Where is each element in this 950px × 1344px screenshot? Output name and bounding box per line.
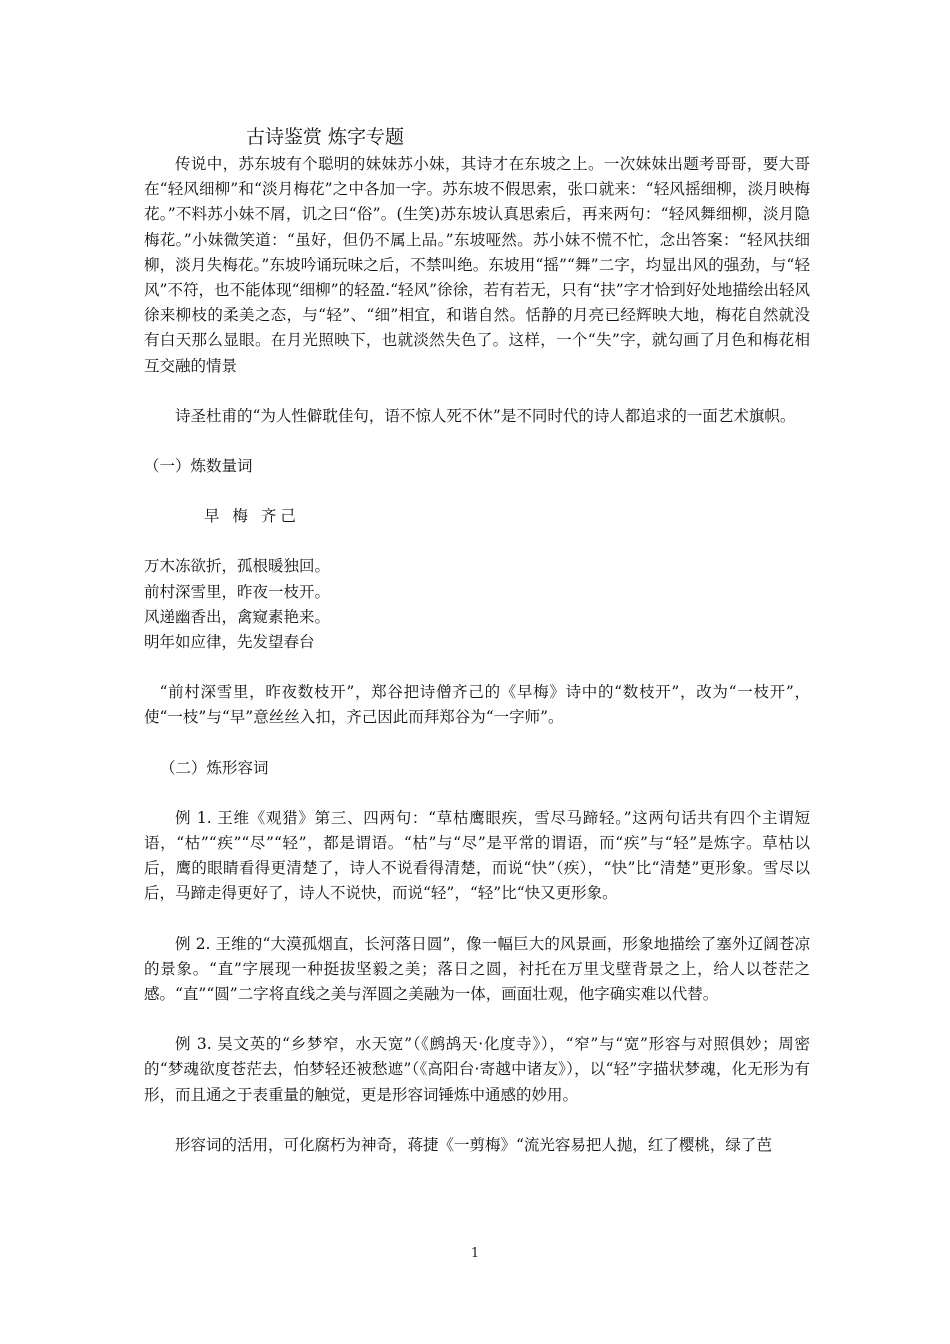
- spacer: [144, 379, 810, 404]
- example-3-paragraph: 例 3. 吴文英的“乡梦窄，水天宽”（《鹧鸪天·化度寺》），“窄”与“宽”形容与对照俱妙；周密的“梦魂欲度苍茫去，怕梦轻还被愁遮”（《高阳台·寄越中诸友》），以“轻”字描状梦魂，化无形为有形，而且通之于表重量的触觉，更是形容词锤炼中通感的妙用。: [144, 1035, 810, 1104]
- spacer: [144, 655, 810, 680]
- spacer: [144, 479, 810, 504]
- document-body: [144, 124, 810, 1158]
- spacer: [144, 781, 810, 806]
- dufu-paragraph: 诗圣杜甫的“为人性僻耽佳句，语不惊人死不休”是不同时代的诗人都追求的一面艺术旗帜。: [175, 406, 796, 425]
- adjective-use-paragraph: 形容词的活用，可化腐朽为神奇，蒋捷《一剪梅》“流光容易把人抛，红了樱桃，绿了芭: [175, 1135, 772, 1154]
- spacer: [144, 529, 810, 554]
- poem-line: 明年如应律，先发望春台: [144, 633, 315, 652]
- poem-line: 风递幽香出，禽窥素艳来。: [144, 607, 331, 626]
- poem-body: [144, 554, 810, 655]
- zaomei-note-paragraph: “前村深雪里，昨夜数枝开”，郑谷把诗僧齐己的《早梅》诗中的“数枝开”，改为“一枝开”，使“一枝”与“早”意丝丝入扣，齐己因此而拜郑谷为“一字师”。: [144, 683, 810, 727]
- intro-paragraph: 传说中，苏东坡有个聪明的妹妹苏小妹，其诗才在东坡之上。一次妹妹出题考哥哥，要大哥在“轻风细柳”和“淡月梅花”之中各加一字。苏东坡不假思索，张口就来：“轻风摇细柳，淡月映梅花。”不料苏小妹不屑，讥之曰“俗”。(生笑)苏东坡认真思索后，再来两句：“轻风舞细柳，淡月隐梅花。”小妹微笑道：“虽好，但仍不属上品。”东坡哑然。苏小妹不慌不忙，念出答案：“轻风扶细柳，淡月失梅花。”东坡吟诵玩味之后，不禁叫绝。东坡用“摇”“舞”二字，均显出风的强劲，与“轻风”不符，也不能体现“细柳”的轻盈.“轻风”徐徐，若有若无，只有“扶”字才恰到好处地描绘出轻风徐来柳枝的柔美之态，与“轻”、“细”相宜，和谐自然。恬静的月亮已经辉映大地，梅花自然就没有白天那么显眼。在月光照映下，也就淡然失色了。这样，一个“失”字，就勾画了月色和梅花相互交融的情景: [144, 155, 810, 375]
- example-1-paragraph: 例 1. 王维《观猎》第三、四两句：“草枯鹰眼疾，雪尽马蹄轻。”这两句话共有四个主谓短语，“枯”“疾”“尽”“轻”，都是谓语。“枯”与“尽”是平常的谓语，而“疾”与“轻”是炼字。草枯以后，鹰的眼睛看得更清楚了，诗人不说看得清楚，而说“快”（疾），“快”比“清楚”更形象。雪尽以后，马蹄走得更好了，诗人不说快，而说“轻”，“轻”比“快又更形象。: [144, 808, 810, 903]
- poem-title: 早 梅 齐己: [204, 507, 300, 526]
- spacer: [144, 907, 810, 932]
- spacer: [144, 429, 810, 454]
- page-number: 1: [470, 1246, 480, 1261]
- poem-line: 万木冻欲折，孤根暖独回。: [144, 557, 331, 576]
- spacer: [144, 731, 810, 756]
- document-title: 古诗鉴赏 炼字专题: [246, 126, 405, 148]
- spacer: [144, 1007, 810, 1032]
- section-heading-numerals: （一）炼数量词: [144, 457, 253, 476]
- section-heading-adjectives: （二）炼形容词: [160, 758, 269, 777]
- spacer: [144, 1108, 810, 1133]
- poem-line: 前村深雪里，昨夜一枝开。: [144, 582, 331, 601]
- example-2-paragraph: 例 2. 王维的“大漠孤烟直，长河落日圆”，像一幅巨大的风景画，形象地描绘了塞外辽阔苍凉的景象。“直”字展现一种挺拔坚毅之美；落日之圆，衬托在万里戈壁背景之上，给人以苍茫之感。“直”“圆”二字将直线之美与浑圆之美融为一体，画面壮观，他字确实难以代替。: [144, 934, 810, 1004]
